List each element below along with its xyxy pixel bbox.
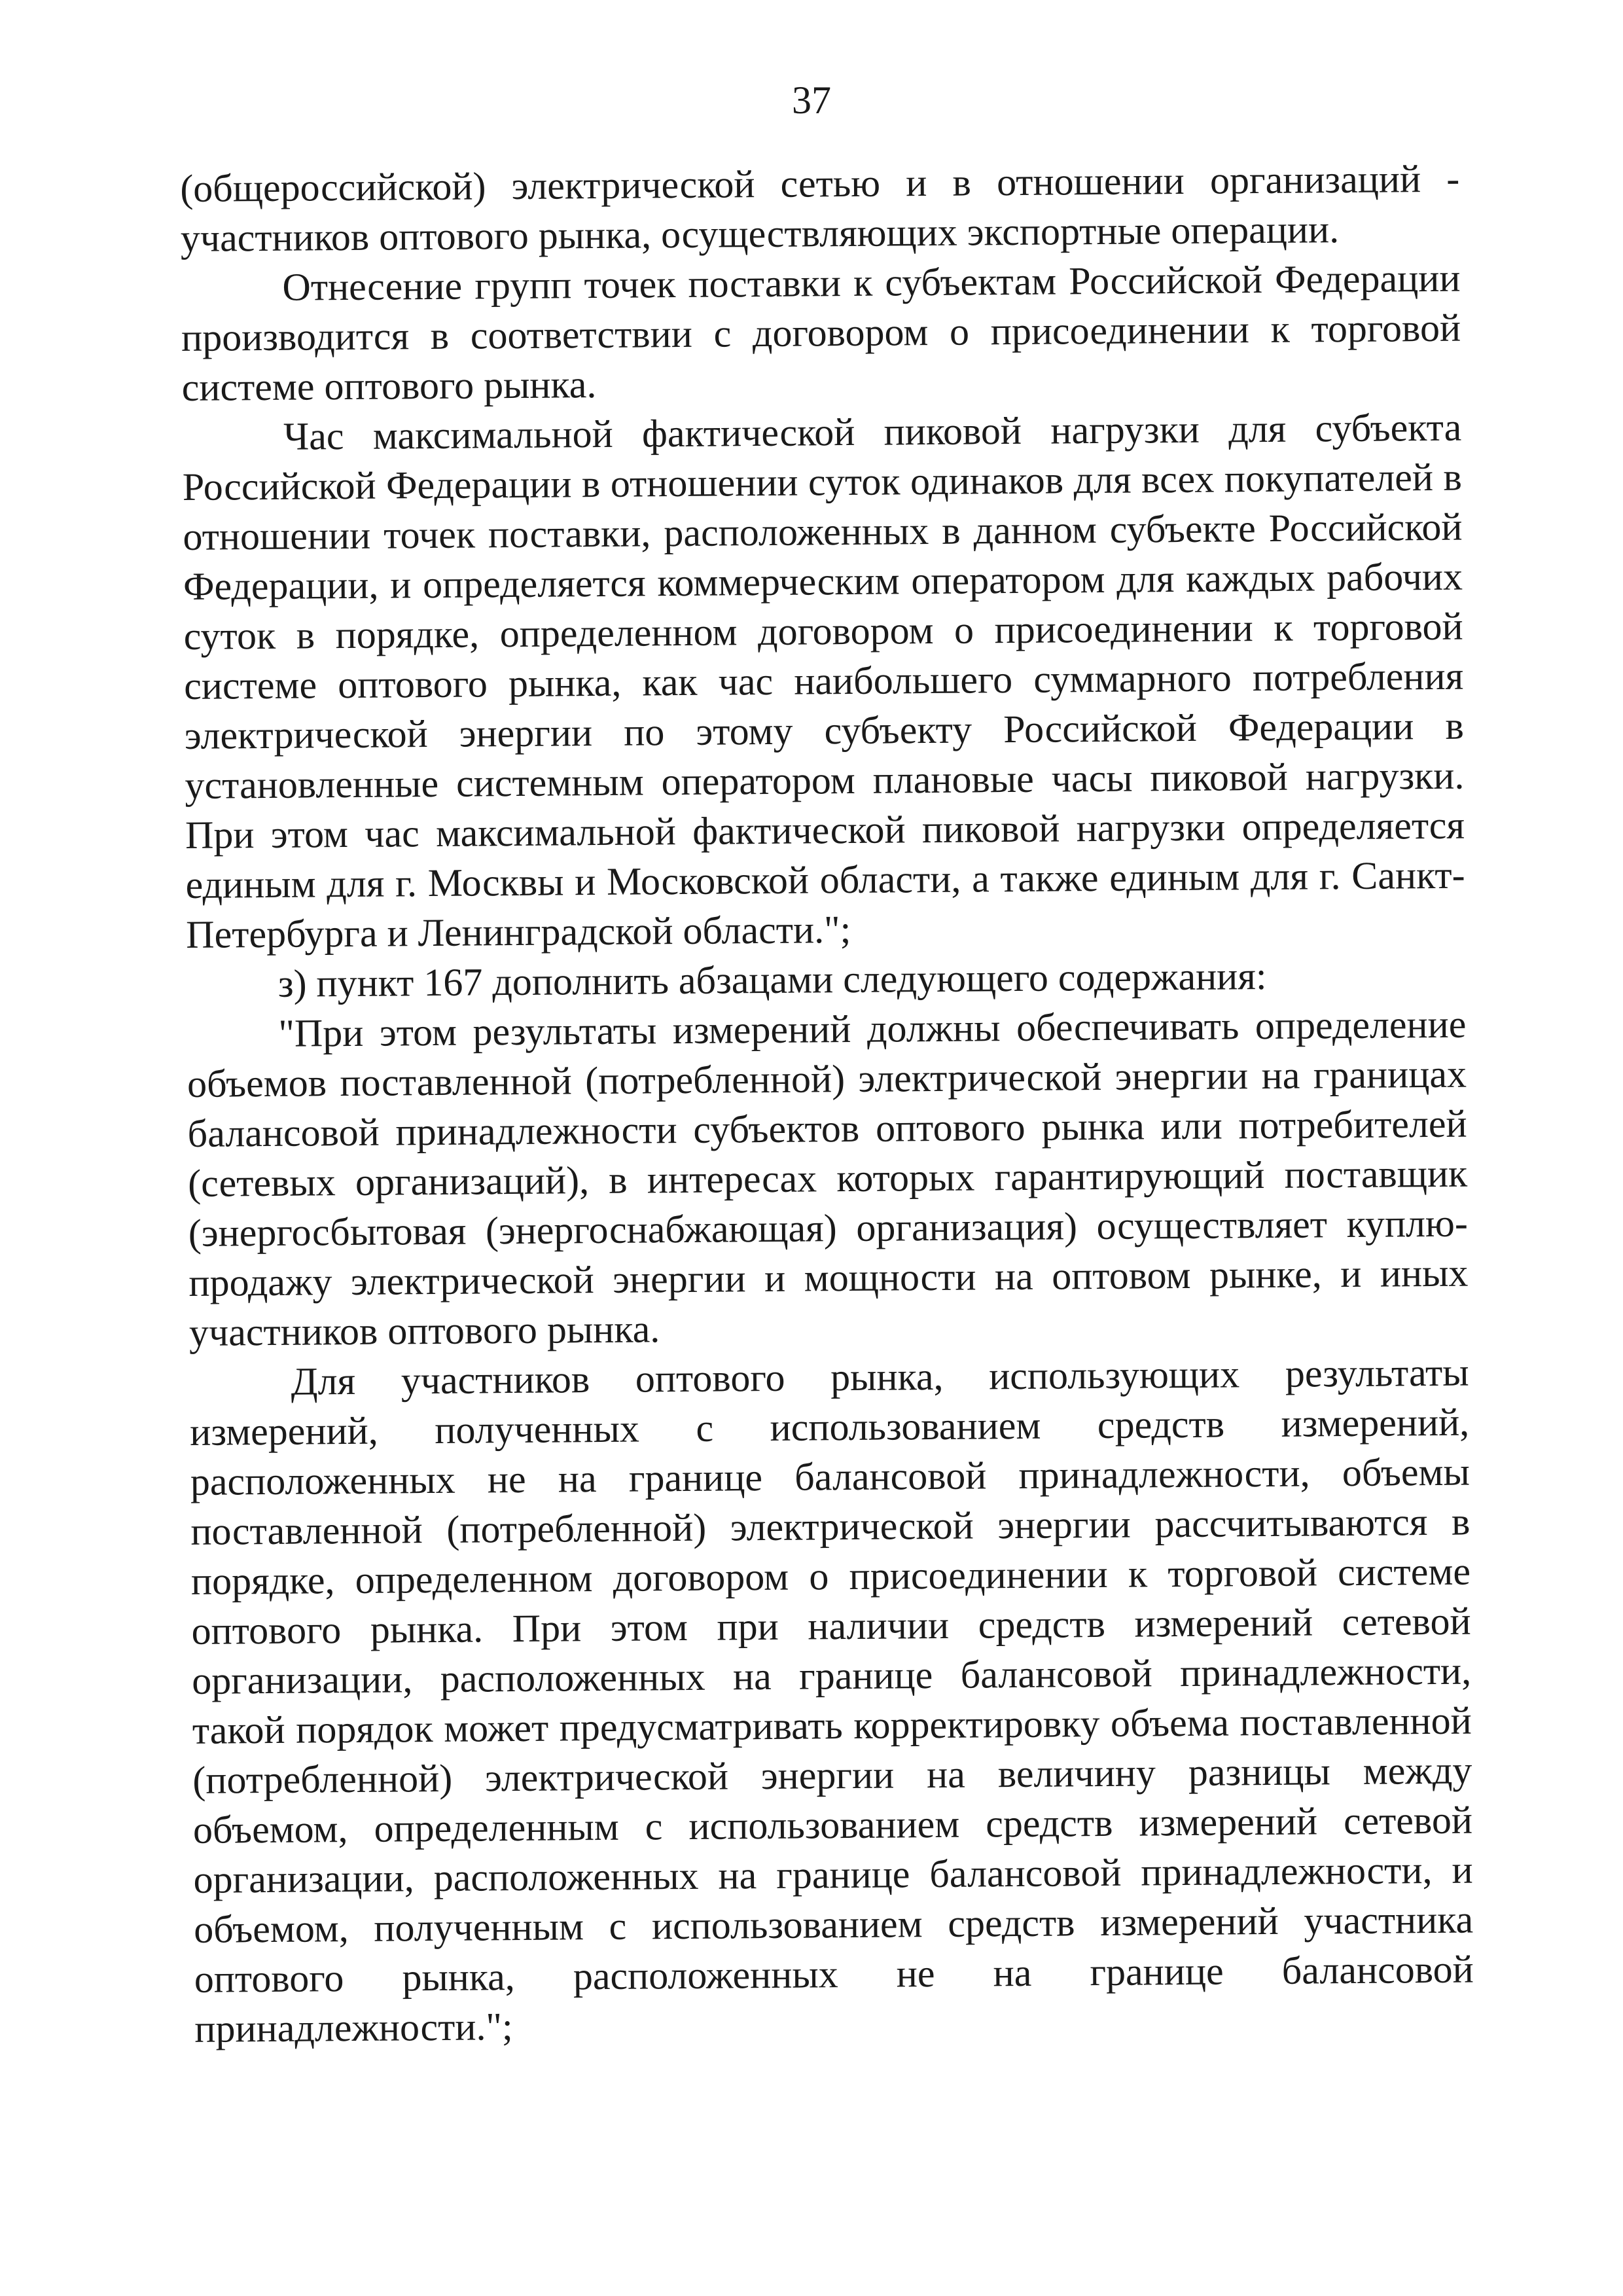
paragraph-item-z: з) пункт 167 дополнить абзацами следующего содержания: [277, 954, 1267, 1005]
paragraph-supply-points: Отнесение групп точек поставки к субъектам Российской Федерации производится в соответствии с договором о присоединении к торговой системе оптового рынка. [181, 256, 1461, 409]
paragraph-peak-load-hour: Час максимальной фактической пиковой нагрузки для субъекта Российской Федерации в отношении суток одинаков для всех покупателей в отношении точек поставки, расположенных в данном субъекте Российской Федерации, и определяется коммерческим оператором для каждых рабочих суток в порядке, определенном договором о присоединении к торговой системе оптового рынка, как час наибольшего суммарного потребления электрической энергии по этому субъекту Российской Федерации в установленные системным оператором плановые часы пиковой нагрузки. При этом час максимальной фактической пиковой нагрузки определяется единым для г. Москвы и Московской области, а также единым для г. Санкт-Петербурга и Ленинградской области."; [182, 405, 1465, 956]
document-body [180, 154, 1474, 2054]
paragraph-measurement-results: "При этом результаты измерений должны обеспечивать определение объемов поставленной (потребленной) электрической энергии на границах балансовой принадлежности субъектов оптового рынка или потребителей (сетевых организаций), в интересах которых гарантирующий поставщик (энергосбытовая (энергоснабжающая) организация) осуществляет куплю-продажу электрической энергии и мощности на оптовом рынке, и иных участников оптового рынка. [187, 1002, 1469, 1354]
paragraph-continuation: (общероссийской) электрической сетью и в отношении организаций - участников оптового рынка, осуществляющих экспортные операции. [180, 156, 1460, 260]
paragraph-wholesale-participants: Для участников оптового рынка, использующих результаты измерений, полученных с использованием средств измерений, расположенных не на границе балансовой принадлежности, объемы поставленной (потребленной) электрической энергии рассчитываются в порядке, определенном договором о присоединении к торговой системе оптового рынка. При этом при наличии средств измерений сетевой организации, расположенных на границе балансовой принадлежности, такой порядок может предусматривать корректировку объема поставленной (потребленной) электрической энергии на величину разницы между объемом, определенным с использованием средств измерений сетевой организации, расположенных на границе балансовой принадлежности, и объемом, полученным с использованием средств измерений участника оптового рынка, расположенных не на границе балансовой принадлежности."; [189, 1350, 1474, 2051]
page-number: 37 [792, 79, 831, 122]
